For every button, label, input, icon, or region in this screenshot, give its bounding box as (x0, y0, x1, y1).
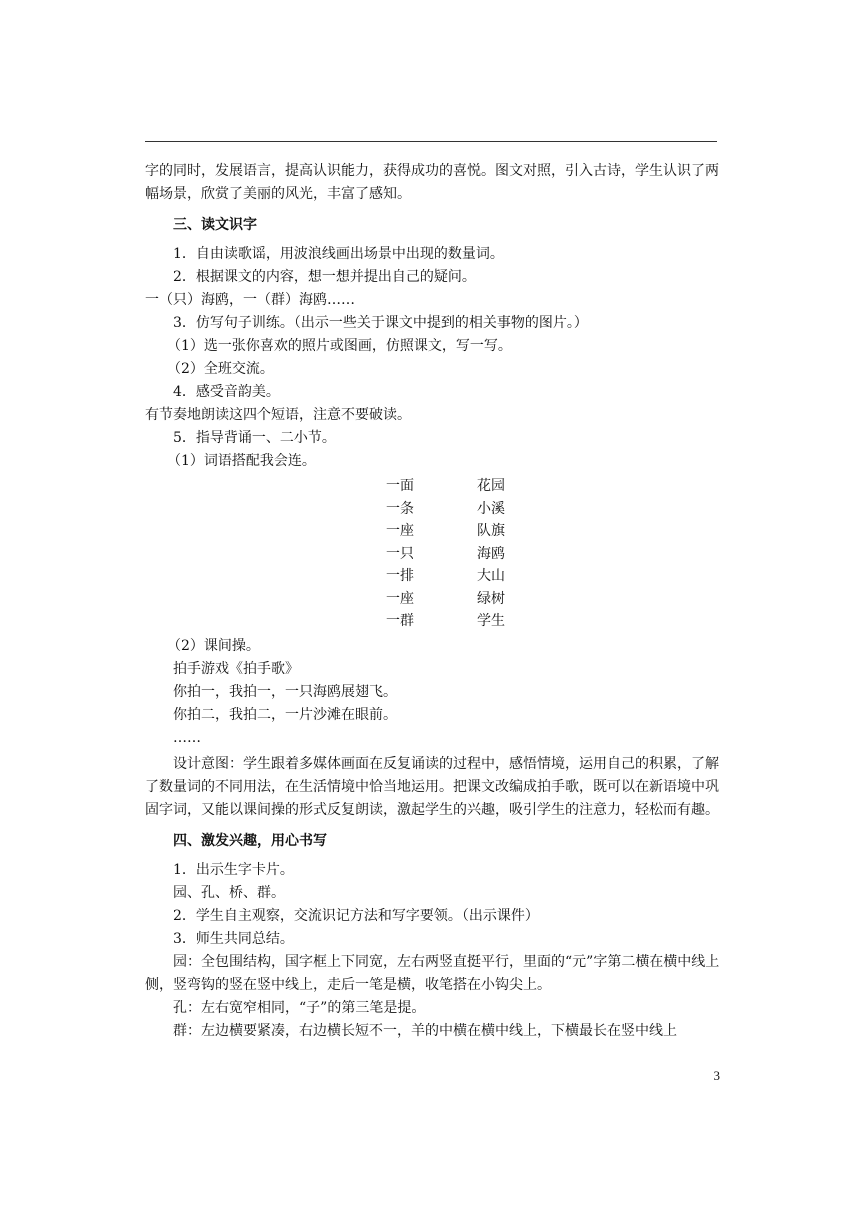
word-left: 一排 (386, 568, 414, 584)
word-pair (145, 498, 720, 521)
section3-line: 3．仿写句子训练。（出示一些关于课文中提到的相关事物的图片。） (173, 315, 588, 331)
header-rule (145, 141, 717, 142)
word-right: 绿树 (477, 590, 505, 607)
section4-line: 园、孔、桥、群。 (173, 884, 285, 901)
word-right: 海鸥 (477, 545, 505, 562)
word-right: 花园 (477, 478, 505, 494)
word-left: 一面 (386, 478, 414, 494)
section3-line: （1）词语搭配我会连。 (167, 453, 316, 469)
word-left: 一群 (386, 613, 414, 629)
section3-line: （1）选一张你喜欢的照片或图画，仿照课文，写一写。 (167, 338, 512, 354)
page-content (145, 160, 720, 1043)
section3-line: 有节奏地朗读这四个短语，注意不要破读。 (145, 407, 411, 423)
section3-line: 4．感受音韵美。 (173, 384, 280, 400)
page-number: 3 (713, 1068, 720, 1083)
intro-paragraph: 字的同时，发展语言，提高认识能力，获得成功的喜悦。图文对照，引入古诗，学生认识了两幅场景，欣赏了美丽的风光，丰富了感知。 (145, 163, 719, 202)
section4-line: 3．师生共同总结。 (173, 930, 294, 947)
section3-line: （2）课间操。 (167, 637, 260, 654)
section3-line: 拍手游戏《拍手歌》 (173, 660, 299, 677)
char-note-qun: 群：左边横要紧凑，右边横长短不一，羊的中横在横中线上，下横最长在竖中线上 (173, 1022, 677, 1039)
word-left: 一条 (386, 500, 414, 517)
section4-line: 2．学生自主观察，交流识记方法和写字要领。（出示课件） (173, 907, 539, 924)
section4-line: 1．出示生字卡片。 (173, 861, 294, 878)
word-matching-list (145, 475, 720, 633)
word-right: 大山 (477, 568, 505, 584)
section3-line: …… (173, 729, 201, 746)
word-pair (145, 543, 720, 566)
word-right: 小溪 (477, 500, 505, 517)
word-right: 队旗 (477, 523, 505, 539)
section3-line: 1．自由读歌谣，用波浪线画出场景中出现的数量词。 (173, 246, 504, 262)
section3-line: 5．指导背诵一、二小节。 (173, 430, 336, 446)
design-intent-paragraph: 设计意图：学生跟着多媒体画面在反复诵读的过程中，感悟情境，运用自己的积累，了解了数量词的不同用法，在生活情境中恰当地运用。把课文改编成拍手歌，既可以在新语境中巩固字词，又能以课间操的形式反复朗读，激起学生的兴趣，吸引学生的注意力，轻松而有趣。 (145, 755, 719, 818)
section4-heading: 四、激发兴趣，用心书写 (173, 832, 327, 849)
section3-line: 你拍二，我拍二，一片沙滩在眼前。 (173, 706, 397, 723)
word-pair (145, 610, 720, 633)
word-pair (145, 475, 720, 498)
section3-line: 2．根据课文的内容，想一想并提出自己的疑问。 (173, 269, 476, 285)
section3-heading: 三、读文识字 (173, 217, 257, 233)
char-note-kong: 孔：左右宽窄相同，“子”的第三笔是提。 (173, 999, 426, 1016)
section3-line: （2）全班交流。 (167, 361, 274, 377)
word-left: 一座 (386, 590, 414, 607)
word-left: 一座 (386, 523, 414, 539)
word-pair (145, 565, 720, 588)
word-left: 一只 (386, 545, 414, 562)
word-pair (145, 520, 720, 543)
word-right: 学生 (477, 613, 505, 629)
char-note-yuan: 园：全包围结构，国字框上下同宽，左右两竖直挺平行，里面的“元”字第二横在横中线上侧，竖弯钩的竖在竖中线上，走后一笔是横，收笔搭在小钩尖上。 (145, 953, 720, 993)
word-pair (145, 588, 720, 611)
section3-line: 一（只）海鸥，一（群）海鸥…… (145, 292, 355, 308)
section3-line: 你拍一，我拍一，一只海鸥展翅飞。 (173, 683, 397, 700)
